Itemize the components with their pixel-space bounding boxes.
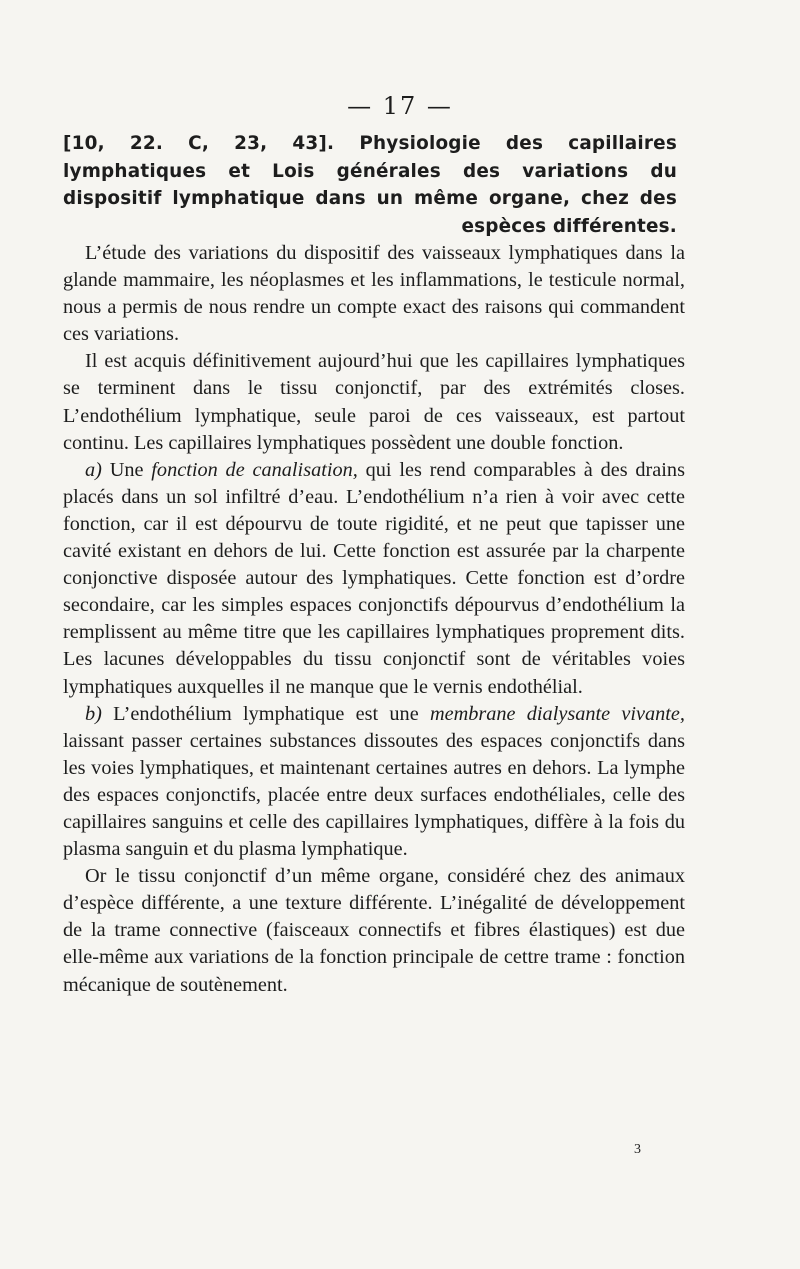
- heading-references: [10, 22. C, 23, 43].: [63, 133, 335, 154]
- paragraph-4: [63, 701, 685, 864]
- paragraph-2: Il est acquis définitivement aujourd’hui que les capillaires lymphatiques se terminent dans le tissu conjonctif, par des extrémités closes. L’endothélium lymphatique, seule paroi de ces vaisseaux, est partout continu. Les capillaires lymphatiques possèdent une double fonction.: [63, 350, 685, 454]
- paragraph-5: Or le tissu conjonctif d’un même organe, considéré chez des animaux d’espèce différente, a une texture différente. L’inégalité de développement de la trame connective (faisceaux connectifs et fibres élastiques) est due elle-même aux variations de la fonction principale de cettre trame : fonction mécanique de soutènement.: [63, 865, 685, 996]
- paragraph-3-emphasis: fonction de canalisation,: [151, 458, 358, 481]
- body-text: [63, 240, 685, 999]
- signature-number: 3: [634, 1142, 641, 1157]
- paragraph-4-rest: laissant passer certaines substances dissoutes des espaces conjonctifs dans les voies lymphatiques, et maintenant certaines autres en dehors. La lymphe des espaces conjonctifs, placée entre deux surfaces endothéliales, celle des capillaires sanguins et celle des capillaires lymphatiques, diffère à la fois du plasma sanguin et du plasma lymphatique.: [63, 729, 685, 861]
- paragraph-3-label: a): [85, 458, 102, 481]
- paragraph-1: L’étude des variations du dispositif des vaisseaux lymphatiques dans la glande mammaire, les néoplasmes et les inflammations, le testicule normal, nous a permis de nous rendre un compte exact des raisons qui commandent ces variations.: [63, 242, 685, 346]
- paragraph-3: [63, 457, 685, 701]
- page-number: — 17 —: [347, 92, 453, 120]
- paragraph-4-label: b): [85, 702, 102, 725]
- paragraph-4-lead: L’endothélium lymphatique est une: [113, 702, 419, 725]
- paragraph-3-rest: qui les rend comparables à des drains placés dans un sol infiltré d’eau. L’endothélium n’a rien à voir avec cette fonction, car il est dépourvu de toute rigidité, et ne peut que tapisser une cavité existant en dehors de lui. Cette fonction est assurée par la charpente conjonctive disposée autour des lymphatiques. Cette fonction est d’ordre secondaire, car les simples espaces conjonctifs dépourvus d’endothélium la remplissent au même titre que les capillaires lymphatiques proprement dits. Les lacunes développables du tissu conjonctif sont de véritables voies lymphatiques auxquelles il ne manque que le vernis endothélial.: [63, 458, 685, 698]
- section-heading: [63, 130, 677, 240]
- paragraph-3-lead: Une: [109, 458, 144, 481]
- heading-title: Physiologie des capillaires lymphatiques et Lois générales des variations du dispositif lymphatique dans un même organe, chez des espèces différentes.: [63, 133, 678, 237]
- paragraph-4-emphasis: membrane dialysante vivante,: [429, 702, 685, 725]
